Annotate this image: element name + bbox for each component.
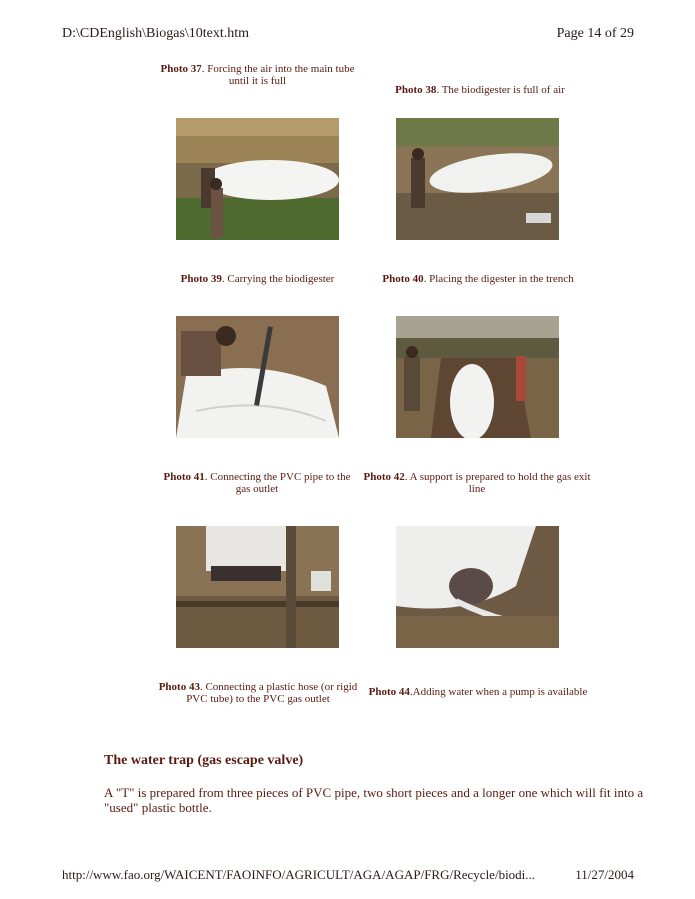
caption-text: .Adding water when a pump is available [409,686,588,698]
caption-photo-40 [372,273,584,285]
photo-42-image [396,526,559,648]
header-page-number: Page 14 of 29 [556,26,634,41]
caption-text: . Placing the digester in the trench [423,273,574,285]
caption-photo-41 [157,471,357,495]
caption-text: . Connecting a plastic hose (or rigid PVC tube) to the PVC gas outlet [186,681,358,705]
caption-label: Photo 37 [160,63,202,75]
caption-photo-37 [150,63,365,87]
photo-38-image [396,118,559,240]
caption-photo-44 [358,686,598,698]
footer-url: http://www.fao.org/WAICENT/FAOINFO/AGRICULT/AGA/AGAP/FRG/Recycle/biodi... [62,867,536,882]
section-paragraph: A "T" is prepared from three pieces of PVC pipe, two short pieces and a longer one which will fit into a "used" plastic bottle. [104,785,644,815]
caption-photo-43 [158,681,358,705]
caption-text: . The biodigester is full of air [436,84,565,96]
header-path: D:\CDEnglish\Biogas\10text.htm [62,26,250,41]
caption-label: Photo 44 [368,686,410,698]
caption-label: Photo 43 [158,681,200,693]
caption-label: Photo 38 [395,84,437,96]
caption-text: . Connecting the PVC pipe to the gas outlet [204,471,351,495]
photo-37-image [176,118,339,240]
photo-41-image [176,526,339,648]
caption-label: Photo 39 [180,273,222,285]
photo-39-image [176,316,339,438]
footer-date: 11/27/2004 [575,867,634,882]
caption-label: Photo 42 [363,471,405,483]
caption-label: Photo 41 [163,471,205,483]
caption-photo-42 [357,471,597,495]
caption-photo-39 [160,273,355,285]
section-title: The water trap (gas escape valve) [104,753,304,768]
photo-40-image [396,316,559,438]
caption-photo-38 [375,84,585,96]
caption-label: Photo 40 [382,273,424,285]
caption-text: . Carrying the biodigester [221,273,335,285]
caption-text: . A support is prepared to hold the gas exit line [404,471,591,495]
caption-text: . Forcing the air into the main tube until it is full [201,63,355,87]
